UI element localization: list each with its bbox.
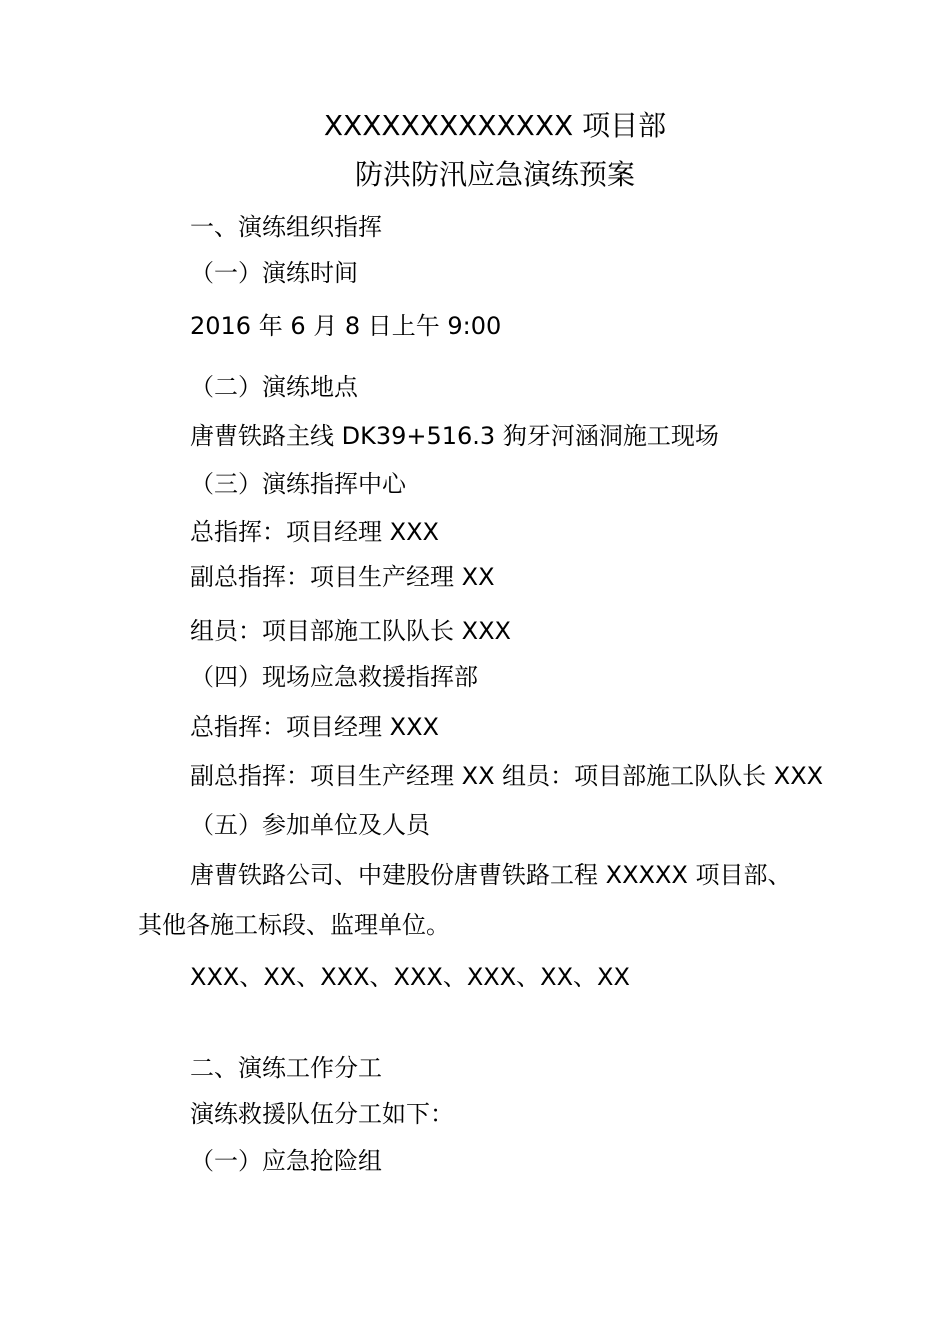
paragraph: 唐曹铁路主线 DK39+516.3 狗牙河涵洞施工现场 bbox=[190, 422, 719, 450]
paragraph: 演练救援队伍分工如下： bbox=[190, 1100, 454, 1128]
subsection-heading: （一）演练时间 bbox=[190, 259, 358, 287]
paragraph: 总指挥：项目经理 XXX bbox=[190, 518, 439, 546]
document-title-line-1: XXXXXXXXXXXXX 项目部 bbox=[323, 109, 667, 142]
paragraph: 副总指挥：项目生产经理 XX bbox=[190, 563, 495, 591]
subsection-heading: （四）现场应急救援指挥部 bbox=[190, 663, 478, 691]
section-heading: 二、演练工作分工 bbox=[190, 1054, 382, 1082]
section-heading: 一、演练组织指挥 bbox=[190, 213, 382, 241]
paragraph: 副总指挥：项目生产经理 XX 组员：项目部施工队队长 XXX bbox=[190, 762, 824, 790]
subsection-heading: （一）应急抢险组 bbox=[190, 1147, 382, 1175]
paragraph: 其他各施工标段、监理单位。 bbox=[138, 911, 450, 939]
paragraph: 2016 年 6 月 8 日上午 9:00 bbox=[190, 312, 502, 340]
paragraph: 组员：项目部施工队队长 XXX bbox=[190, 617, 511, 645]
paragraph: 唐曹铁路公司、中建股份唐曹铁路工程 XXXXX 项目部、 bbox=[190, 861, 792, 889]
subsection-heading: （三）演练指挥中心 bbox=[190, 470, 406, 498]
subsection-heading: （五）参加单位及人员 bbox=[190, 811, 430, 839]
subsection-heading: （二）演练地点 bbox=[190, 373, 358, 401]
document-title-line-2: 防洪防汛应急演练预案 bbox=[354, 158, 635, 191]
paragraph: XXX、XX、XXX、XXX、XXX、XX、XX bbox=[190, 963, 630, 991]
paragraph: 总指挥：项目经理 XXX bbox=[190, 713, 439, 741]
